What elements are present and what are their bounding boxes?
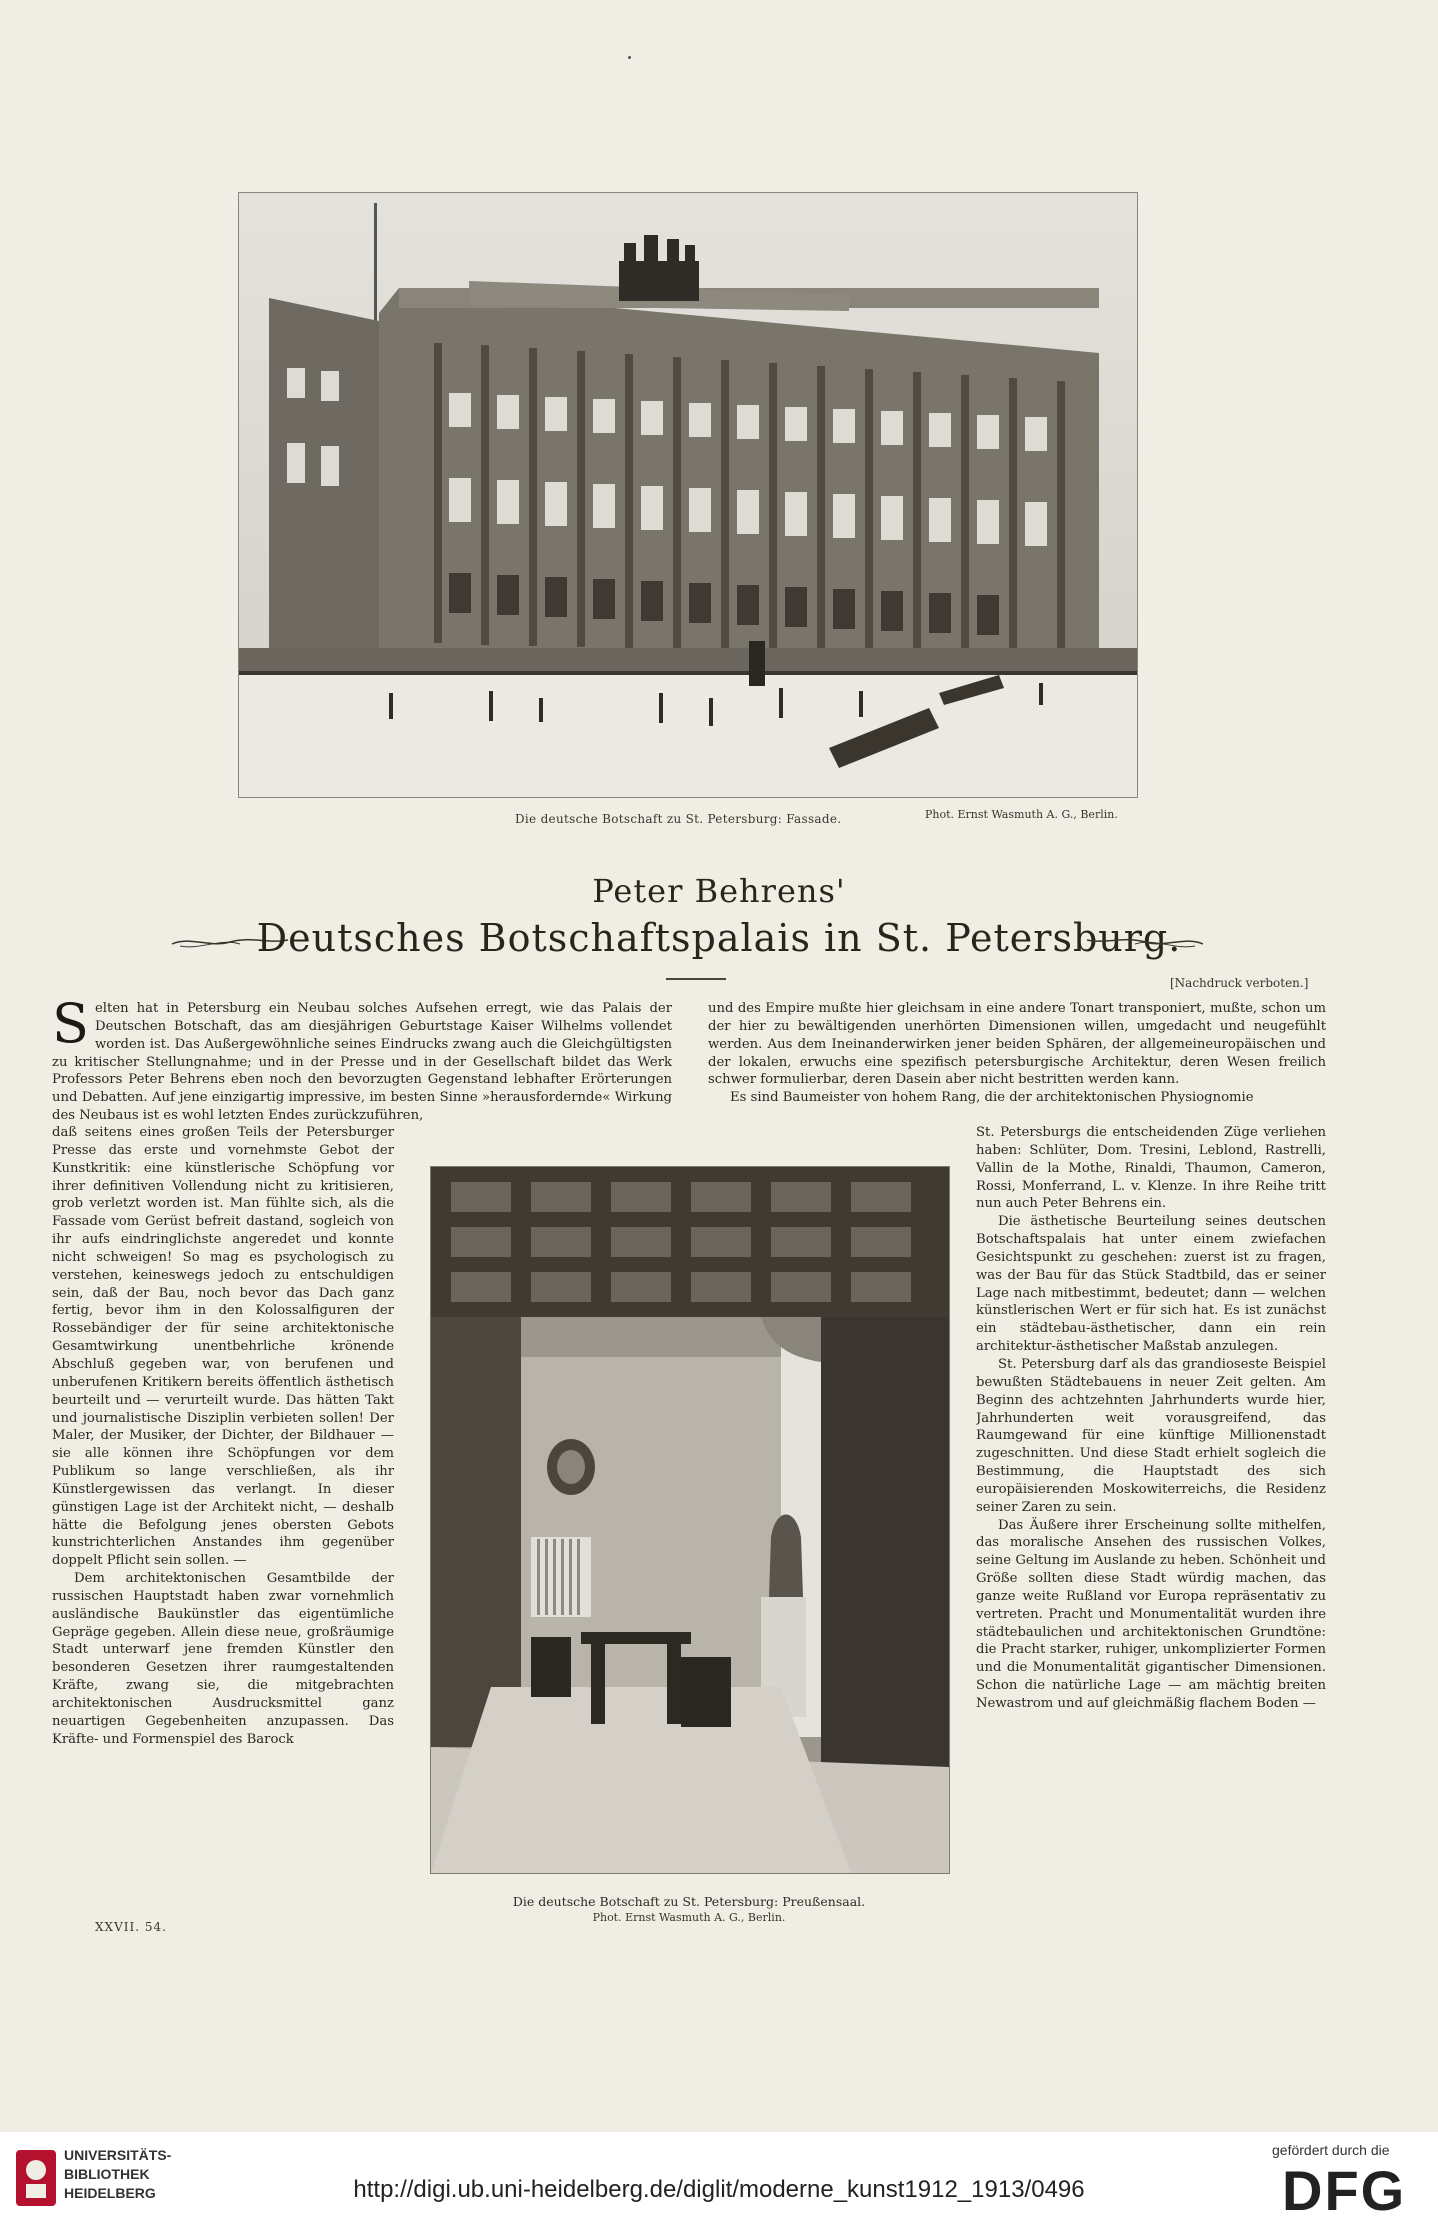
preussensaal-interior-photo — [430, 1166, 950, 1874]
library-name-line: UNIVERSITÄTS- — [64, 2147, 172, 2163]
paragraph-text: und des Empire mußte hier gleichsam in eine andere Tonart transponiert, mußte, schon um der hier zu bewältigenden unerhörten Dimensionen willen, umgedacht und neugefühlt werden. Aus dem Ineinanderwirken jener beiden Sphären, der allgemeineuropäischen und der lokalen, erwuchs eine spezifisch petersburgische Architektur, deren Wesen freilich schwer formulierbar, deren Dasein aber nicht bestritten werden kann. — [708, 1001, 1326, 1088]
title-divider — [666, 978, 726, 980]
embassy-facade-photo — [238, 192, 1138, 798]
page-signature: XXVII. 54. — [95, 1920, 167, 1934]
article-text-right-column — [976, 1124, 1326, 1894]
article-text-right-top — [708, 1000, 1326, 1124]
article-subtitle: Peter Behrens' — [592, 872, 846, 910]
article-text-left-top — [52, 1000, 672, 1124]
paragraph-text: St. Petersburgs die entscheidenden Züge verliehen haben: Schlüter, Dom. Tresini, Leblond, Rastrelli, Vallin de la Mothe, Rinaldi, Thaumon, Cameron, Rossi, Monferrand, L. v. Klenze. In ihre Reihe tritt nun auch Peter Behrens ein. — [976, 1125, 1326, 1212]
right-flourish-ornament — [1085, 932, 1205, 952]
article-title: Deutsches Botschaftspalais in St. Petersburg. — [256, 916, 1182, 960]
ink-speck — [628, 56, 631, 59]
top-photo-credit: Phot. Ernst Wasmuth A. G., Berlin. — [925, 808, 1118, 821]
interior-photo-caption: Die deutsche Botschaft zu St. Petersburg: Preußensaal. — [512, 1894, 866, 1909]
interior-photo-credit: Phot. Ernst Wasmuth A. G., Berlin. — [592, 1911, 786, 1924]
dropcap-letter: S — [52, 1000, 89, 1055]
library-name-line: BIBLIOTHEK — [64, 2166, 150, 2182]
dfg-logo: DFG — [1282, 2159, 1407, 2222]
paragraph-text: St. Petersburg darf als das grandioseste Beispiel bewußten Städtebauens in neuer Zeit gelten. Am Beginn des achtzehnten Jahrhunderts wurde hier, Jahrhunderten weit vorausgreifend, das Raumgewand für eine künftige Millionenstadt zugeschnitten. Und diese Stadt erhielt sogleich die Bestimmung, die Hauptstadt des sich europäisierenden Moskowiterreichs, die Residenz seiner Zaren zu sein. — [976, 1356, 1326, 1515]
top-photo-caption: Die deutsche Botschaft zu St. Petersburg: Fassade. — [515, 812, 842, 826]
paragraph-text: daß seitens eines großen Teils der Petersburger Presse das erste und vornehmste Gebot der Kunstkritik: eine künstlerische Schöpfung vor ihrer definitiven Vollendung nicht zu kritisieren, grob verletzt worden ist. Man fühlte sich, als die Fassade vom Gerüst befreit dastand, sogleich von ihr aufs eindringlichste angeredet und konnte nicht schweigen! So mag es psychologisch zu verstehen, keineswegs jedoch zu entschuldigen sein, daß der Bau, noch bevor das Dach ganz fertig, bevor ihm in den Kolossalfiguren der Rossebändiger der für seine architektonische Gesamtwirkung unentbehrliche krönende Abschluß gegeben war, von berufenen und unberufenen Kritikern bereits öffentlich ästhetisch beurteilt und — verurteilt wurde. Das hätten Takt und journalistische Disziplin verbieten sollen! Der Maler, der Musiker, der Dichter, der Bildhauer — sie alle können ihre Schöpfungen vor dem Publikum so lange verschließen, als ihr Künstlergewissen das verlangt. In dieser günstigen Lage ist der Architekt nicht, — deshalb hätte die Befolgung jenes obersten Gebots kunstrichterlichen Anstandes ihm gegenüber doppelt Pflicht sein sollen. — — [52, 1125, 394, 1569]
paragraph-text: elten hat in Petersburg ein Neubau solches Aufsehen erregt, wie das Palais der Deutschen Botschaft, das am diesjährigen Geburtstage Kaiser Wilhelms vollendet worden ist. Das Außergewöhnliche seines Eindrucks zwang auch die Gleichgültigsten zu kritischer Stellungnahme; und in der Presse und in der Gesellschaft bildet das Werk Professors Peter Behrens eben noch den bevorzugten Gegenstand lebhafter Erörterungen und Debatten. Auf jene einzigartig impressive, im besten Sinne »herausfordernde« Wirkung des Neubaus ist es wohl letzten Endes zurückzuführen, — [52, 1001, 672, 1124]
paragraph-text: Das Äußere ihrer Erscheinung sollte mithelfen, das moralische Ansehen des russischen Volkes, seine Geltung im Auslande zu heben. Schönheit und Größe sollten diese Stadt würdig machen, das ganze weite Rußland vor Europa repräsentativ zu vertreten. Pracht und Monumentalität wurden ihre städtebaulichen und architektonischen Grundtöne: die Pracht starker, ruhiger, unkomplizierter Formen und die Monumentalität gigantischer Dimensionen. Schon die natürliche Lage — am mächtig breiten Newastrom und auf gleichmäßig flachem Boden — — [976, 1517, 1326, 1711]
article-text-left-column — [52, 1124, 394, 1894]
reprint-notice: [Nachdruck verboten.] — [1170, 976, 1309, 990]
source-url-link[interactable]: http://digi.ub.uni-heidelberg.de/diglit/moderne_kunst1912_1913/0496 — [353, 2176, 1085, 2203]
library-name-line: HEIDELBERG — [64, 2185, 156, 2201]
paragraph-text: Es sind Baumeister von hohem Rang, die der architektonischen Physiognomie — [730, 1090, 1254, 1106]
funding-label: gefördert durch die — [1272, 2142, 1390, 2158]
paragraph-text: Dem architektonischen Gesamtbilde der russischen Hauptstadt haben zwar vornehmlich ausländische Baukünstler das eigentümliche Gepräge gegeben. Allein diese neue, großräumige Stadt unterwarf jene fremden Künstler den besonderen Gesetzen ihrer raumgestaltenden Kräfte, zwang sie, die mitgebrachten architektonischen Ausdrucksmittel ganz neuartigen Gegebenheiten anzupassen. Das Kräfte- und Formenspiel des Barock — [52, 1571, 394, 1747]
paragraph-text: Die ästhetische Beurteilung seines deutschen Botschaftspalais hat unter einem zwiefachen Gesichtspunkt zu geschehen: zuerst ist zu fragen, was der Bau für das Stück Stadtbild, das er seiner Lage nach mitbestimmt, bedeutet; dann — welchen künstlerischen Wert er für sich hat. Es ist zunächst ein städtebau-ästhetischer, dann ein rein architektur-ästhetischer Maßstab anzulegen. — [976, 1214, 1326, 1355]
